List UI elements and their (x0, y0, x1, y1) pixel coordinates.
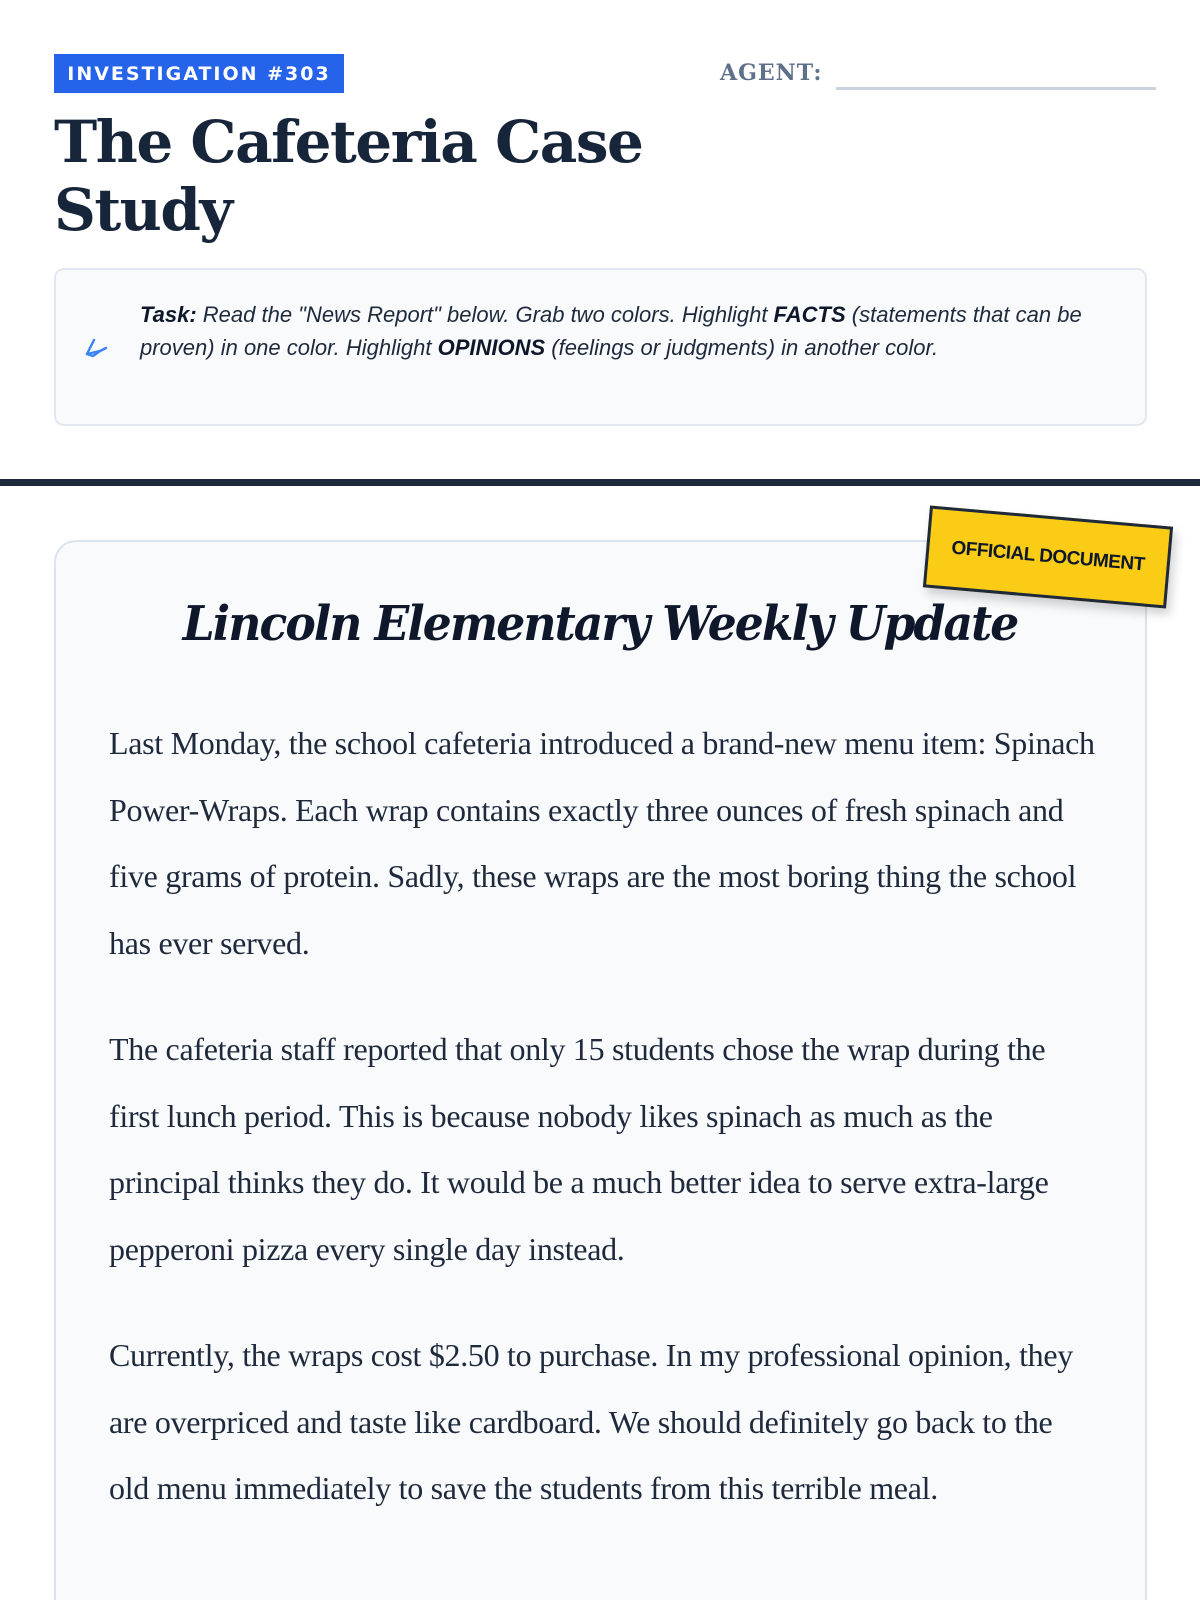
pen-icon (84, 336, 110, 360)
worksheet-header (0, 0, 1200, 480)
report-paragraph[interactable]: Currently, the wraps cost $2.50 to purchase. In my professional opinion, they are overpriced and taste like cardboard. We should definitely go back to the old menu immediately to save the students from this terrible meal. (109, 1337, 1073, 1506)
opinions-keyword: OPINIONS (437, 335, 546, 360)
page-title: The Cafeteria Case Study (54, 108, 643, 244)
agent-name-blank[interactable] (836, 87, 1156, 90)
agent-label: AGENT: (720, 60, 823, 86)
report-paragraph[interactable]: The cafeteria staff reported that only 15 students chose the wrap during the first lunch period. This is because nobody likes spinach as much as the principal thinks they do. It would be a much better idea to serve extra-large pepperoni pizza every single day instead. (109, 1031, 1049, 1267)
report-paragraph[interactable]: Last Monday, the school cafeteria introduced a brand-new menu item: Spinach Power-Wraps. Each wrap contains exactly three ounces of fresh spinach and five grams of protein. Sadly, these wraps are the most boring thing the school has ever served. (109, 725, 1095, 961)
investigation-badge: INVESTIGATION #303 (54, 54, 344, 93)
task-label: Task: (140, 302, 197, 327)
task-instructions-box (54, 268, 1147, 426)
news-report-body (109, 710, 1099, 1562)
section-divider (0, 479, 1200, 486)
facts-keyword: FACTS (773, 302, 846, 327)
agent-field (720, 56, 1156, 90)
official-document-stamp: OFFICIAL DOCUMENT (923, 506, 1173, 609)
task-text: Task: Read the "News Report" below. Grab two colors. Highlight FACTS (statements that can be proven) in one color. Highlight OPINIONS (feelings or judgments) in another color. (140, 302, 1082, 360)
news-report-title: Lincoln Elementary Weekly Update (182, 596, 1018, 652)
